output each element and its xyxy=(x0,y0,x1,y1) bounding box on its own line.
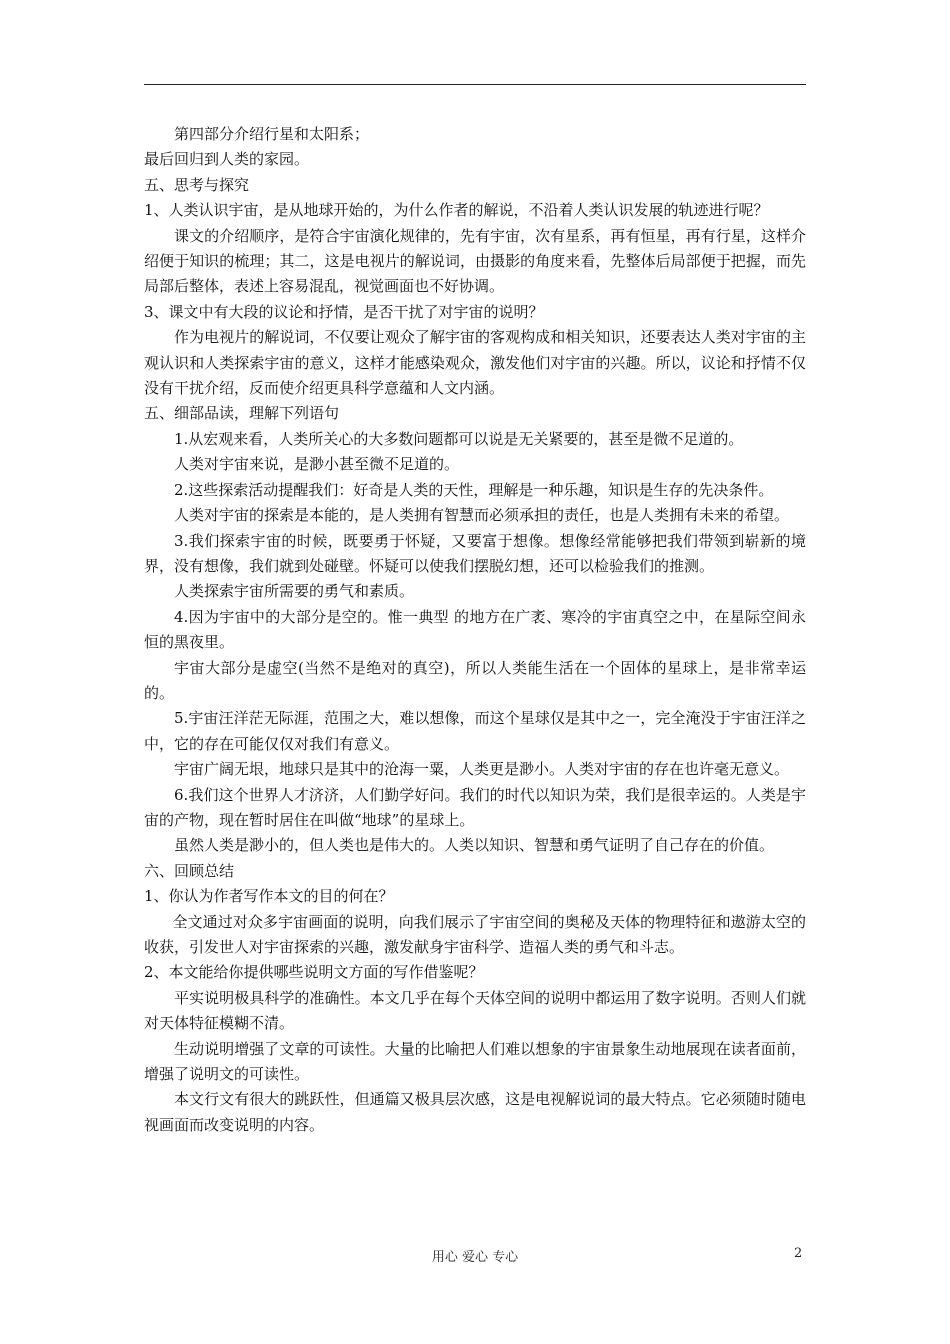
paragraph: 2.这些探索活动提醒我们：好奇是人类的天性，理解是一种乐趣，知识是生存的先决条件。 xyxy=(174,480,774,499)
paragraph: 生动说明增强了文章的可读性。大量的比喻把人们难以想象的宇宙景象生动地展现在读者面前，增强了说明文的可读性。 xyxy=(144,1039,806,1084)
paragraph: 作为电视片的解说词，不仅要让观众了解宇宙的客观构成和相关知识，还要表达人类对宇宙的主观认识和人类探索宇宙的意义，这样才能感染观众，激发他们对宇宙的兴趣。所以，议论和抒情不仅没有干扰介绍，反而使介绍更具科学意蕴和人文内涵。 xyxy=(144,328,806,398)
paragraph: 3.我们探索宇宙的时候，既要勇于怀疑，又要富于想像。想像经常能够把我们带领到崭新的境界，没有想像，我们就到处碰壁。怀疑可以使我们摆脱幻想，还可以检验我们的推测。 xyxy=(144,531,806,575)
paragraph: 宇宙大部分是虚空(当然不是绝对的真空)，所以人类能生活在一个固体的星球上，是非常幸运的。 xyxy=(144,658,806,702)
paragraph: 课文的介绍顺序，是符合宇宙演化规律的，先有宇宙，次有星系，再有恒星，再有行星，这样介绍便于知识的梳理；其二，这是电视片的解说词，由摄影的角度来看，先整体后局部便于把握，而先局部后整体，表述上容易混乱，视觉画面也不好协调。 xyxy=(144,226,806,296)
paragraph: 第四部分介绍行星和太阳系； xyxy=(174,125,370,143)
footer-motto: 用心 爱心 专心 xyxy=(431,1250,519,1265)
paragraph: 人类对宇宙来说，是渺小甚至微不足道的。 xyxy=(174,455,460,474)
paragraph: 五、细部品读，理解下列语句 xyxy=(144,404,340,423)
paragraph: 1、人类认识宇宙，是从地球开始的，为什么作者的解说，不沿着人类认识发展的轨迹进行呢？ xyxy=(144,201,769,220)
paragraph: 平实说明极具科学的准确性。本文几乎在每个天体空间的说明中都运用了数字说明。否则人们就对天体特征模糊不清。 xyxy=(144,988,806,1033)
paragraph: 本文行文有很大的跳跃性，但通篇又极具层次感，这是电视解说词的最大特点。它必须随时随电视画面而改变说明的内容。 xyxy=(144,1090,806,1134)
paragraph: 1、你认为作者写作本文的目的何在？ xyxy=(144,887,394,906)
paragraph: 宇宙广阔无垠，地球只是其中的沧海一粟，人类更是渺小。人类对宇宙的存在也许毫无意义。 xyxy=(174,760,790,779)
paragraph: 6.我们这个世界人才济济，人们勤学好问。我们的时代以知识为荣，我们是很幸运的。人类是宇宙的产物，现在暂时居住在叫做“地球”的星球上。 xyxy=(144,785,806,829)
document-body xyxy=(144,122,806,1138)
paragraph: 人类对宇宙的探索是本能的，是人类拥有智慧而必须承担的责任，也是人类拥有未来的希望。 xyxy=(174,506,790,525)
paragraph: 虽然人类是渺小的，但人类也是伟大的。人类以知识、智慧和勇气证明了自己存在的价值。 xyxy=(174,836,775,855)
page-number: 2 xyxy=(794,1246,803,1261)
paragraph: 4.因为宇宙中的大部分是空的。惟一典型 的地方在广袤、寒冷的宇宙真空之中，在星际空间永恒的黑夜里。 xyxy=(144,607,806,652)
paragraph: 六、回顾总结 xyxy=(144,861,235,880)
paragraph: 1.从宏观来看，人类所关心的大多数问题都可以说是无关紧要的，甚至是微不足道的。 xyxy=(174,429,744,448)
paragraph: 最后回归到人类的家园。 xyxy=(144,150,310,169)
paragraph: 人类探索宇宙所需要的勇气和素质。 xyxy=(174,582,415,601)
paragraph: 5.宇宙汪洋茫无际涯，范围之大，难以想像，而这个星球仅是其中之一，完全淹没于宇宙汪洋之中，它的存在可能仅仅对我们有意义。 xyxy=(144,709,806,753)
header-rule xyxy=(144,84,806,85)
paragraph: 全文通过对众多宇宙画面的说明，向我们展示了宇宙空间的奥秘及天体的物理特征和遨游太空的收获，引发世人对宇宙探索的兴趣，激发献身宇宙科学、造福人类的勇气和斗志。 xyxy=(144,912,806,956)
paragraph: 五、思考与探究 xyxy=(144,175,250,194)
paragraph: 3、课文中有大段的议论和抒情，是否干扰了对宇宙的说明？ xyxy=(144,302,544,321)
paragraph: 2、本文能给你提供哪些说明文方面的写作借鉴呢？ xyxy=(144,963,484,982)
